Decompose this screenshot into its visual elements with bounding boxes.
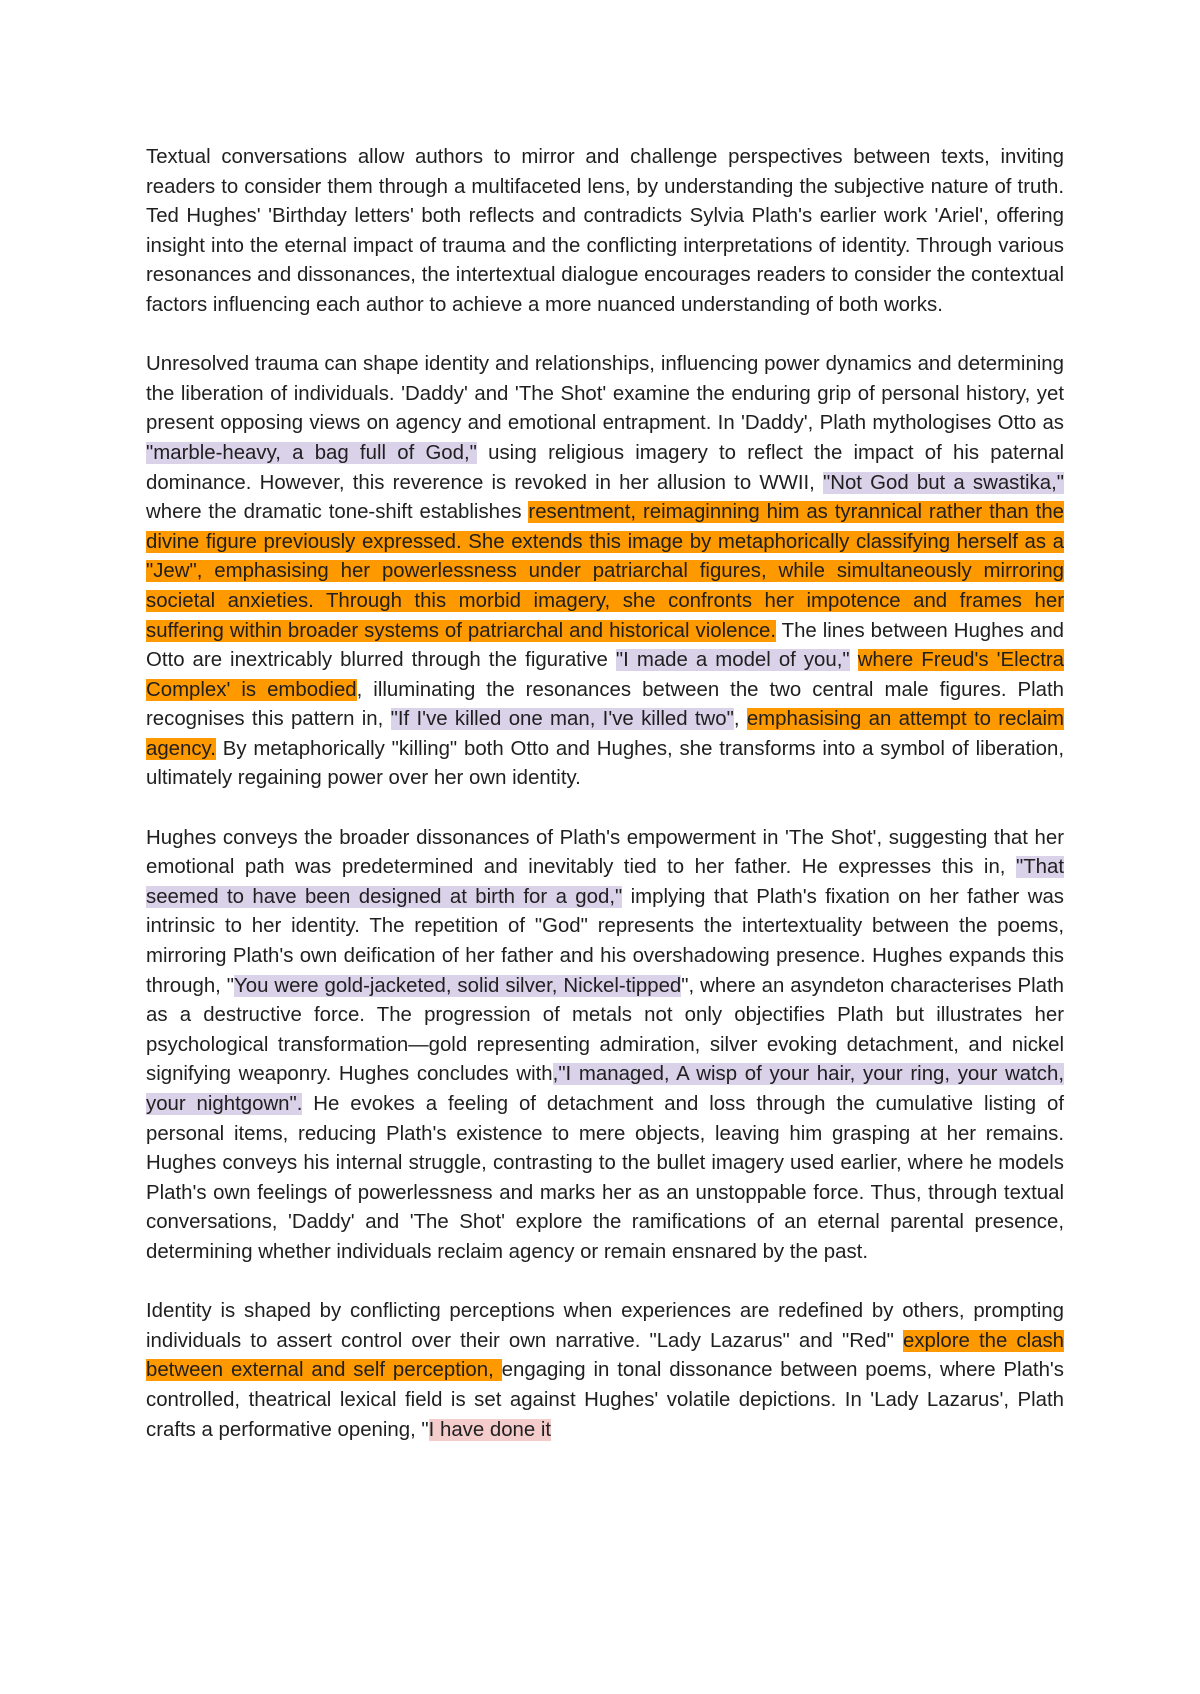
text-segment: Unresolved trauma can shape identity and relationships, influencing power dynamics and determining the liberation of individuals. 'Daddy' and 'The Shot' examine the enduring grip of personal history, yet present opposing views on agency and emotional entrapment. In 'Daddy', Plath mythologises Otto as [146, 353, 1064, 435]
paragraph-1 [146, 143, 1064, 321]
text-segment: where the dramatic tone-shift establishes [146, 501, 529, 524]
highlighted-analysis: explore the clash between external and self perception, [146, 1329, 1065, 1382]
highlighted-quote: You were gold-jacketed, solid silver, Nickel-tipped [234, 974, 682, 997]
paragraph-4 [146, 1297, 1064, 1445]
text-segment: He evokes a feeling of detachment and loss through the cumulative listing of personal items, reducing Plath's existence to mere objects, leaving him grasping at her remains. Hughes conveys his internal struggle, contrasting to the bullet imagery used earlier, where he models Plath's own feelings of powerlessness and marks her as an unstoppable force. Thus, through textual conversations, 'Daddy' and 'The Shot' explore the ramifications of an eternal parental presence, determining whether individuals reclaim agency or remain ensnared by the past. [146, 1093, 1064, 1263]
highlighted-analysis: where Freud's 'Electra Complex' is embodied [146, 649, 1064, 701]
highlighted-quote: "I made a model of you," [615, 649, 850, 672]
highlighted-quote: ,"I managed, A wisp of your hair, your ring, your watch, your nightgown". [146, 1063, 1064, 1115]
text-segment: Hughes conveys the broader dissonances of Plath's empowerment in 'The Shot', suggesting that her emotional path was predetermined and inevitably tied to her father. He expresses this in, [146, 826, 1064, 879]
text-segment: using religious imagery to reflect the impact of his paternal dominance. However, this reverence is revoked in her allusion to WWII, [146, 441, 1064, 494]
text-segment: , [733, 708, 747, 731]
highlighted-analysis: emphasising an attempt to reclaim agency. [146, 708, 1064, 760]
highlighted-quote: "That seemed to have been designed at birth for a god," [146, 856, 1064, 908]
highlighted-quote: "If I've killed one man, I've killed two" [390, 708, 734, 731]
highlighted-analysis: resentment, reimaginning him as tyrannical rather than the divine figure previously expressed. She extends this image by metaphorically classifying herself as a "Jew", emphasising her powerlessness under patriarchal figures, while simultaneously mirroring societal anxieties. Through this morbid imagery, she confronts her impotence and frames her suffering within broader systems of patriarchal and historical violence. [146, 501, 1065, 642]
highlighted-quote: "Not God but a swastika," [823, 471, 1064, 494]
highlighted-quote-pink: I have done it [428, 1418, 552, 1441]
text-segment: implying that Plath's fixation on her father was intrinsic to her identity. The repetition of "God" represents the intertextuality between the poems, mirroring Plath's own deification of her father and his overshadowing presence. Hughes expands this through, " [146, 885, 1064, 997]
document-page [146, 143, 1064, 1475]
text-segment: By metaphorically "killing" both Otto and Hughes, she transforms into a symbol of liberation, ultimately regaining power over her own identity. [146, 737, 1064, 790]
paragraph-2 [146, 350, 1064, 794]
paragraph-3 [146, 824, 1064, 1268]
text-segment: Textual conversations allow authors to mirror and challenge perspectives between texts, inviting readers to consider them through a multifaceted lens, by understanding the subjective nature of truth. Ted Hughes' 'Birthday letters' both reflects and contradicts Sylvia Plath's earlier work 'Ariel', offering insight into the eternal impact of trauma and the conflicting interpretations of identity. Through various resonances and dissonances, the intertextual dialogue encourages readers to consider the contextual factors influencing each author to achieve a more nuanced understanding of both works. [146, 146, 1064, 316]
highlighted-quote: "marble-heavy, a bag full of God," [146, 441, 477, 464]
text-segment: Identity is shaped by conflicting perceptions when experiences are redefined by others, prompting individuals to assert control over their own narrative. "Lady Lazarus" and "Red" [146, 1300, 1064, 1352]
text-segment: ", where an asyndeton characterises Plath as a destructive force. The progression of metals not only objectifies Plath but illustrates her psychological transformation—gold representing admiration, silver evoking detachment, and nickel signifying weaponry. Hughes concludes with [146, 974, 1064, 1086]
text-segment: engaging in tonal dissonance between poems, where Plath's controlled, theatrical lexical field is set against Hughes' volatile depictions. In 'Lady Lazarus', Plath crafts a performative opening, " [146, 1359, 1064, 1441]
text-segment: , illuminating the resonances between the two central male figures. Plath recognises this pattern in, [146, 678, 1064, 731]
text-segment [850, 649, 858, 671]
text-segment: The lines between Hughes and Otto are inextricably blurred through the figurative [146, 619, 1064, 672]
